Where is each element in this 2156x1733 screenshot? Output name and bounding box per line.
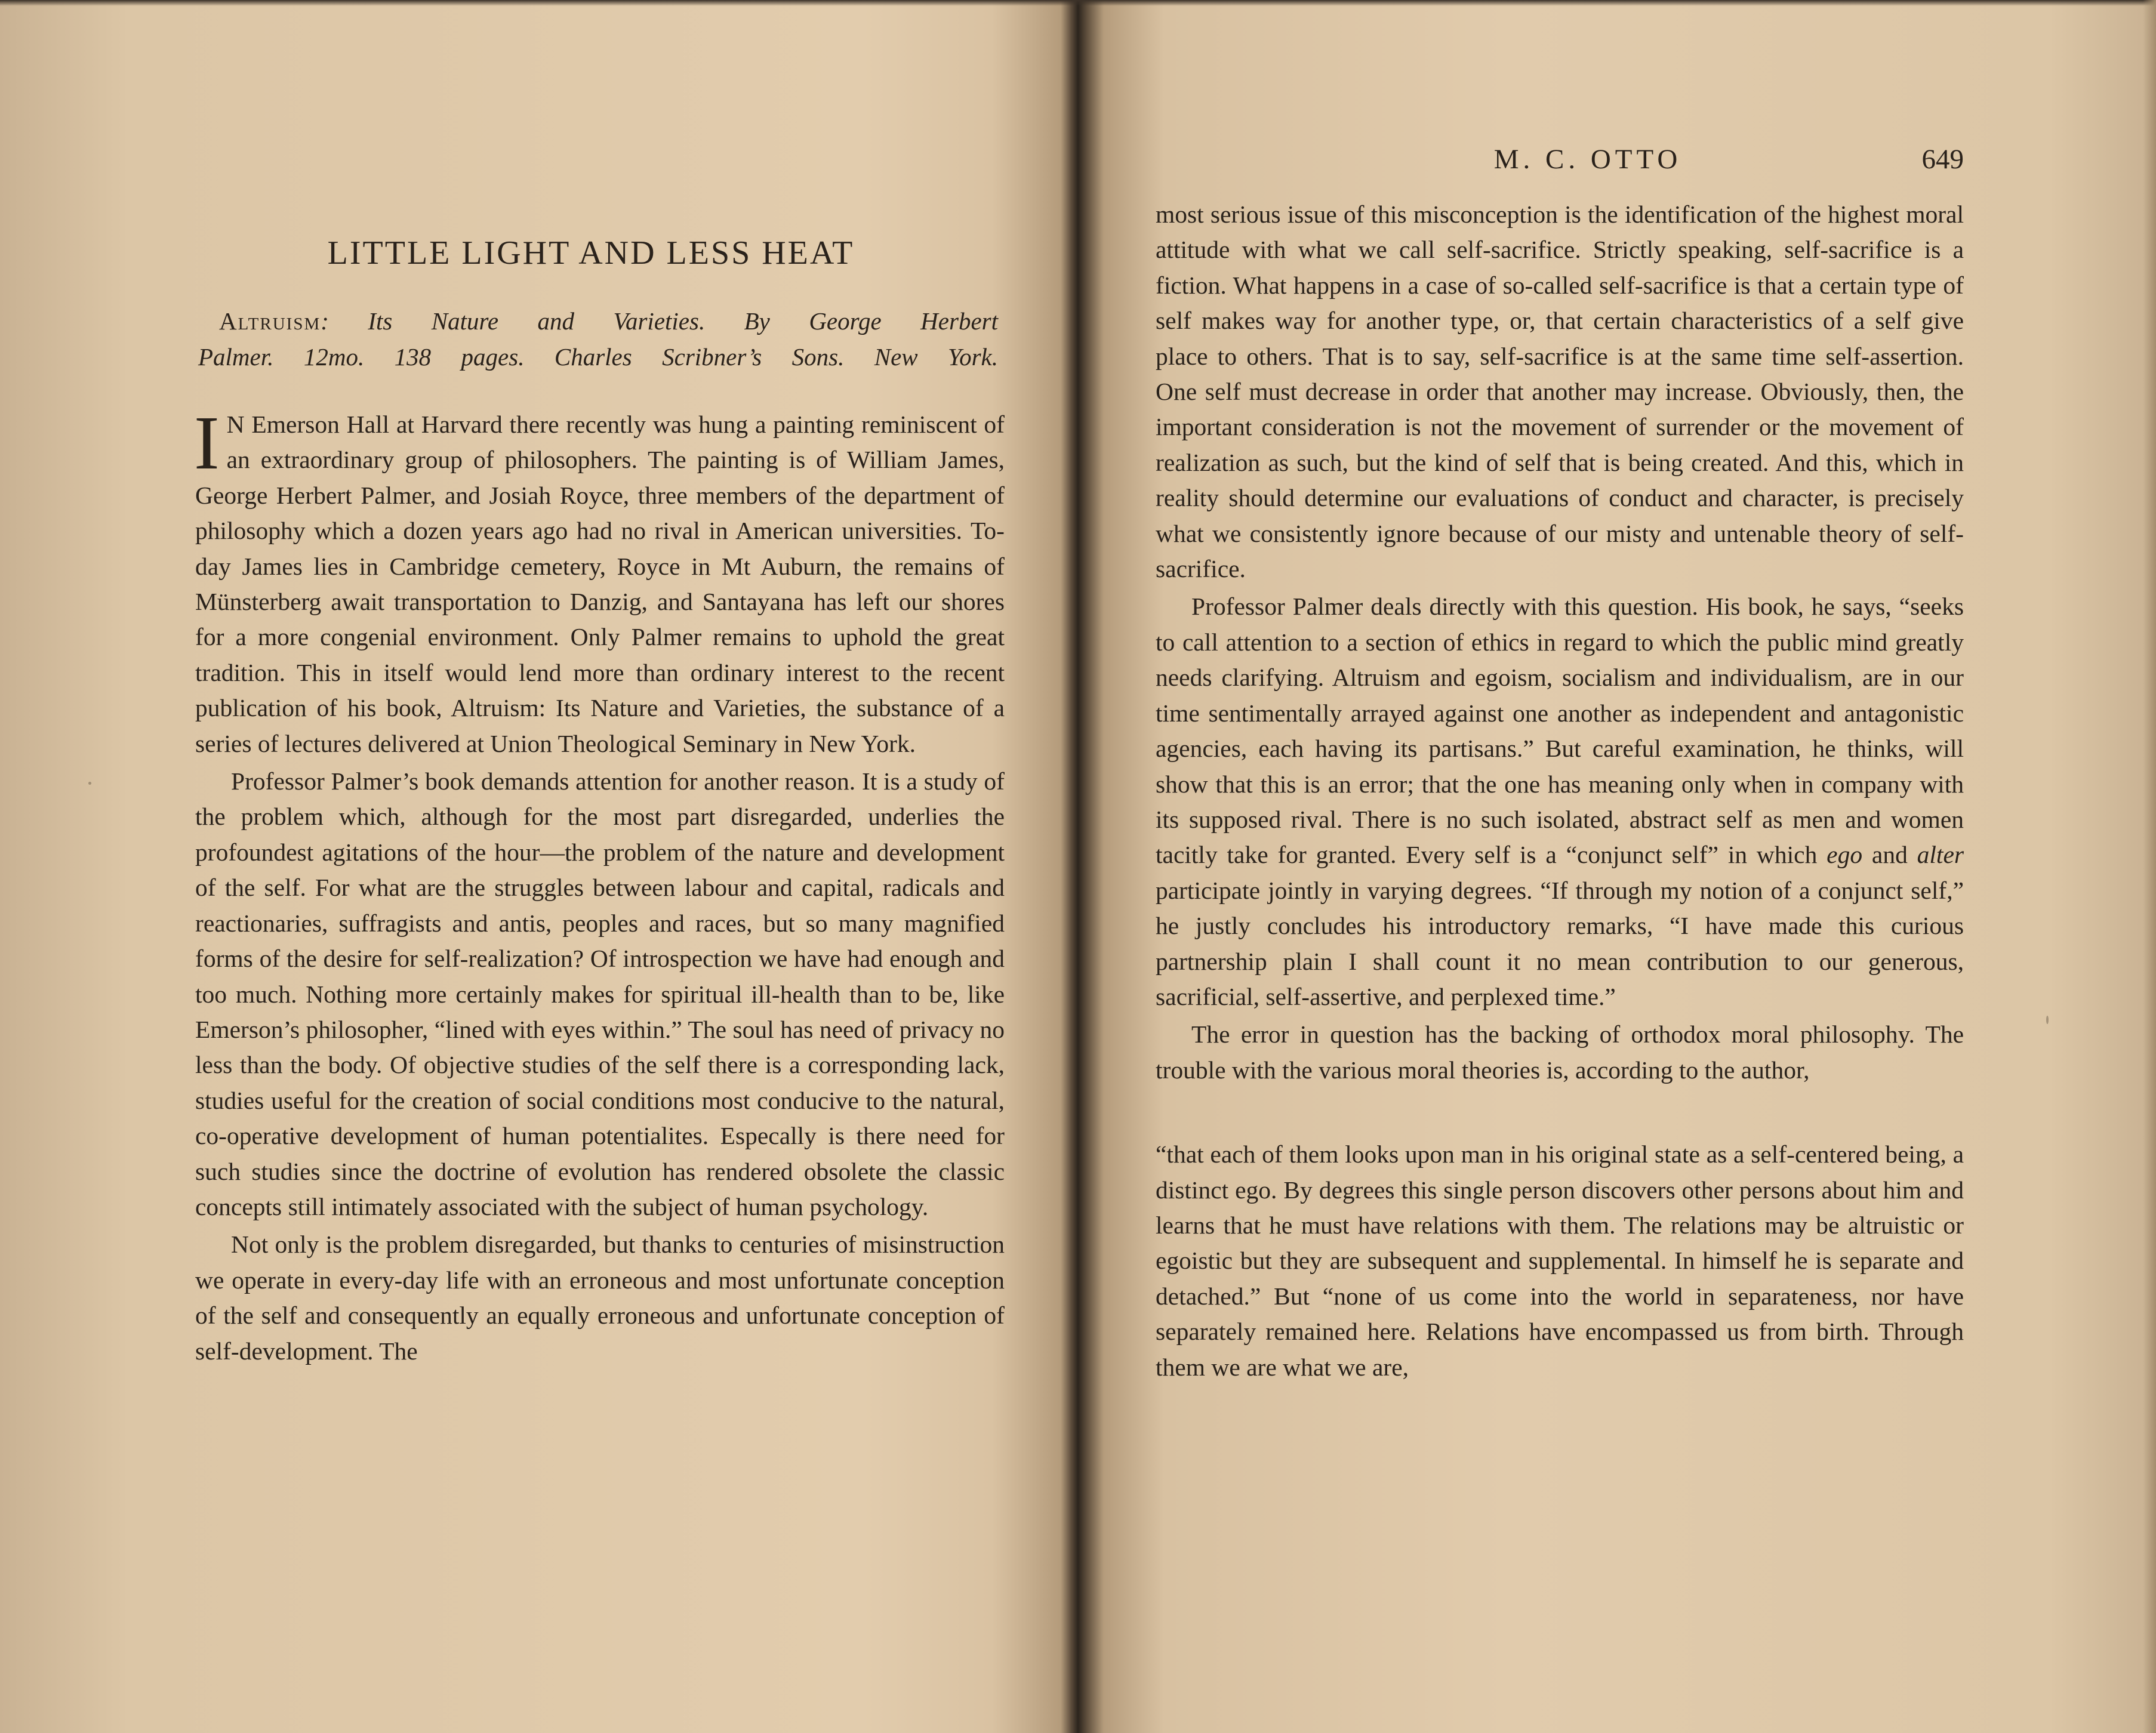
left-page xyxy=(0,0,1068,1733)
citation-line-2: Palmer. 12mo. 138 pages. Charles Scribner’s Sons. New York. xyxy=(198,343,998,371)
page-right-edge xyxy=(2143,0,2156,1733)
paragraph: The error in question has the backing of orthodox moral philosophy. The trouble with the various moral theories is, according to the author, xyxy=(1156,1020,1964,1084)
book-citation xyxy=(198,303,998,375)
italic-word-ego: ego xyxy=(1827,841,1863,869)
drop-cap: I xyxy=(194,400,220,485)
citation-line-1-rest: : Its Nature and Varieties. By George Herbert xyxy=(321,307,998,335)
paragraph xyxy=(194,400,1005,761)
citation-line-1 xyxy=(219,303,998,339)
italic-word-alter: alter xyxy=(1917,841,1964,869)
paragraph: Not only is the problem disregarded, but thanks to centuries of misinstruction we operate in every-day life with an erroneous and most unfortunate conception of the self and consequently an equally erroneous and unfortunate conception of self-development. The xyxy=(195,1231,1005,1365)
left-page-body xyxy=(194,400,1005,1369)
article-title: LITTLE LIGHT AND LESS HEAT xyxy=(327,235,855,272)
word-and: and xyxy=(1871,841,1908,869)
running-head: M. C. OTTO xyxy=(1493,144,1682,175)
paper-speck xyxy=(88,782,91,785)
right-page-body xyxy=(1156,197,1964,1385)
paper-speck xyxy=(1588,1258,1590,1263)
paragraph-text: N Emerson Hall at Harvard there recently was hung a painting reminiscent of an extraordinary group of philosophers. The painting is of William James, George Herbert Palmer, and Josiah Royce, three members of the department of philosophy which a dozen years ago had no rival in American universities. To-day James lies in Cambridge cemetery, Royce in Mt Auburn, the remains of Münsterberg await transportation to Danzig, and Santayana has left our shores for a more congenial environment. Only Palmer remains to uphold the great tradition. This in itself would lend more than ordinary interest to the recent publication of his book, Altruism: Its Nature and Varieties, the substance of a series of lectures delivered at Union Theological Seminary in New York. xyxy=(195,411,1005,757)
citation-book-title: Altruism xyxy=(219,307,321,335)
paragraph: Professor Palmer’s book demands attention for another reason. It is a study of the problem which, although for the most part disregarded, underlies the profoundest agitations of the hour—the problem of the nature and development of the self. For what are the struggles between labour and capital, radicals and reactionaries, suffragists and antis, peoples and races, but so many magnified forms of the desire for self-realization? Of introspection we have had enough and too much. Nothing more certainly makes for spiritual ill-health than to be, like Emerson’s philosopher, “lined with eyes within.” The soul has need of privacy no less than the body. Of objective studies of the self there is a corresponding lack, studies useful for the creation of social conditions most conducive to the natural, co-operative development of human potentialites. Especally is there need for such studies since the doctrine of evolution has rendered obsolete the classic concepts still intimately associated with the subject of human psychology. xyxy=(195,767,1005,1220)
block-quote: “that each of them looks upon man in his original state as a self-centered being, a distinct ego. By degrees this single person discovers other persons about him and learns that he must have relations with them. The relations may be altruistic or egoistic but they are subsequent and supplemental. In himself he is separate and detached.” But “none of us come into the world in separateness, nor have separately remained here. Relations have encompassed us from birth. Through them we are what we are, xyxy=(1156,1140,1964,1381)
paragraph-text: participate jointly in varying degrees. “If through my notion of a conjunct self,” he justly concludes his introductory remarks, “I have made this curious partnership plain I shall count it no mean contribution to our generous, sacrificial, self-assertive, and perplexed time.” xyxy=(1156,876,1964,1010)
paragraph-text: Professor Palmer deals directly with this question. His book, he says, “seeks to call attention to a section of ethics in regard to which the public mind greatly needs clarifying. Altruism and egoism, socialism and individualism, are in our time sentimentally arrayed against one another as independent and antagonistic agencies, each having its partisans.” But careful examination, he thinks, will show that this is an error; that the one has meaning only when in company with its supposed rival. There is no such isolated, abstract self as men and women tacitly take for granted. Every self is a “conjunct self” in which xyxy=(1156,593,1964,869)
paper-speck xyxy=(2046,1016,2049,1024)
page-number: 649 xyxy=(1921,144,1964,175)
quote-spacing xyxy=(1156,1088,1964,1137)
paragraph-continuation: most serious issue of this misconception is the identification of the highest moral attitude with what we call self-sacrifice. Strictly speaking, self-sacrifice is a fiction. What happens in a case of so-called self-sacrifice is that a certain type of self makes way for another type, or, that certain characteristics of a self give place to others. That is to say, self-sacrifice is at the same time self-assertion. One self must decrease in order that another may increase. Obviously, then, the important consideration is not the movement of surrender or the movement of realization as such, but the kind of self that is being created. And this, which in reality should determine our evaluations of conduct and character, is precisely what we consistently ignore because of our misty and untenable theory of self-sacrifice. xyxy=(1156,201,1964,583)
paragraph xyxy=(1156,589,1964,1014)
